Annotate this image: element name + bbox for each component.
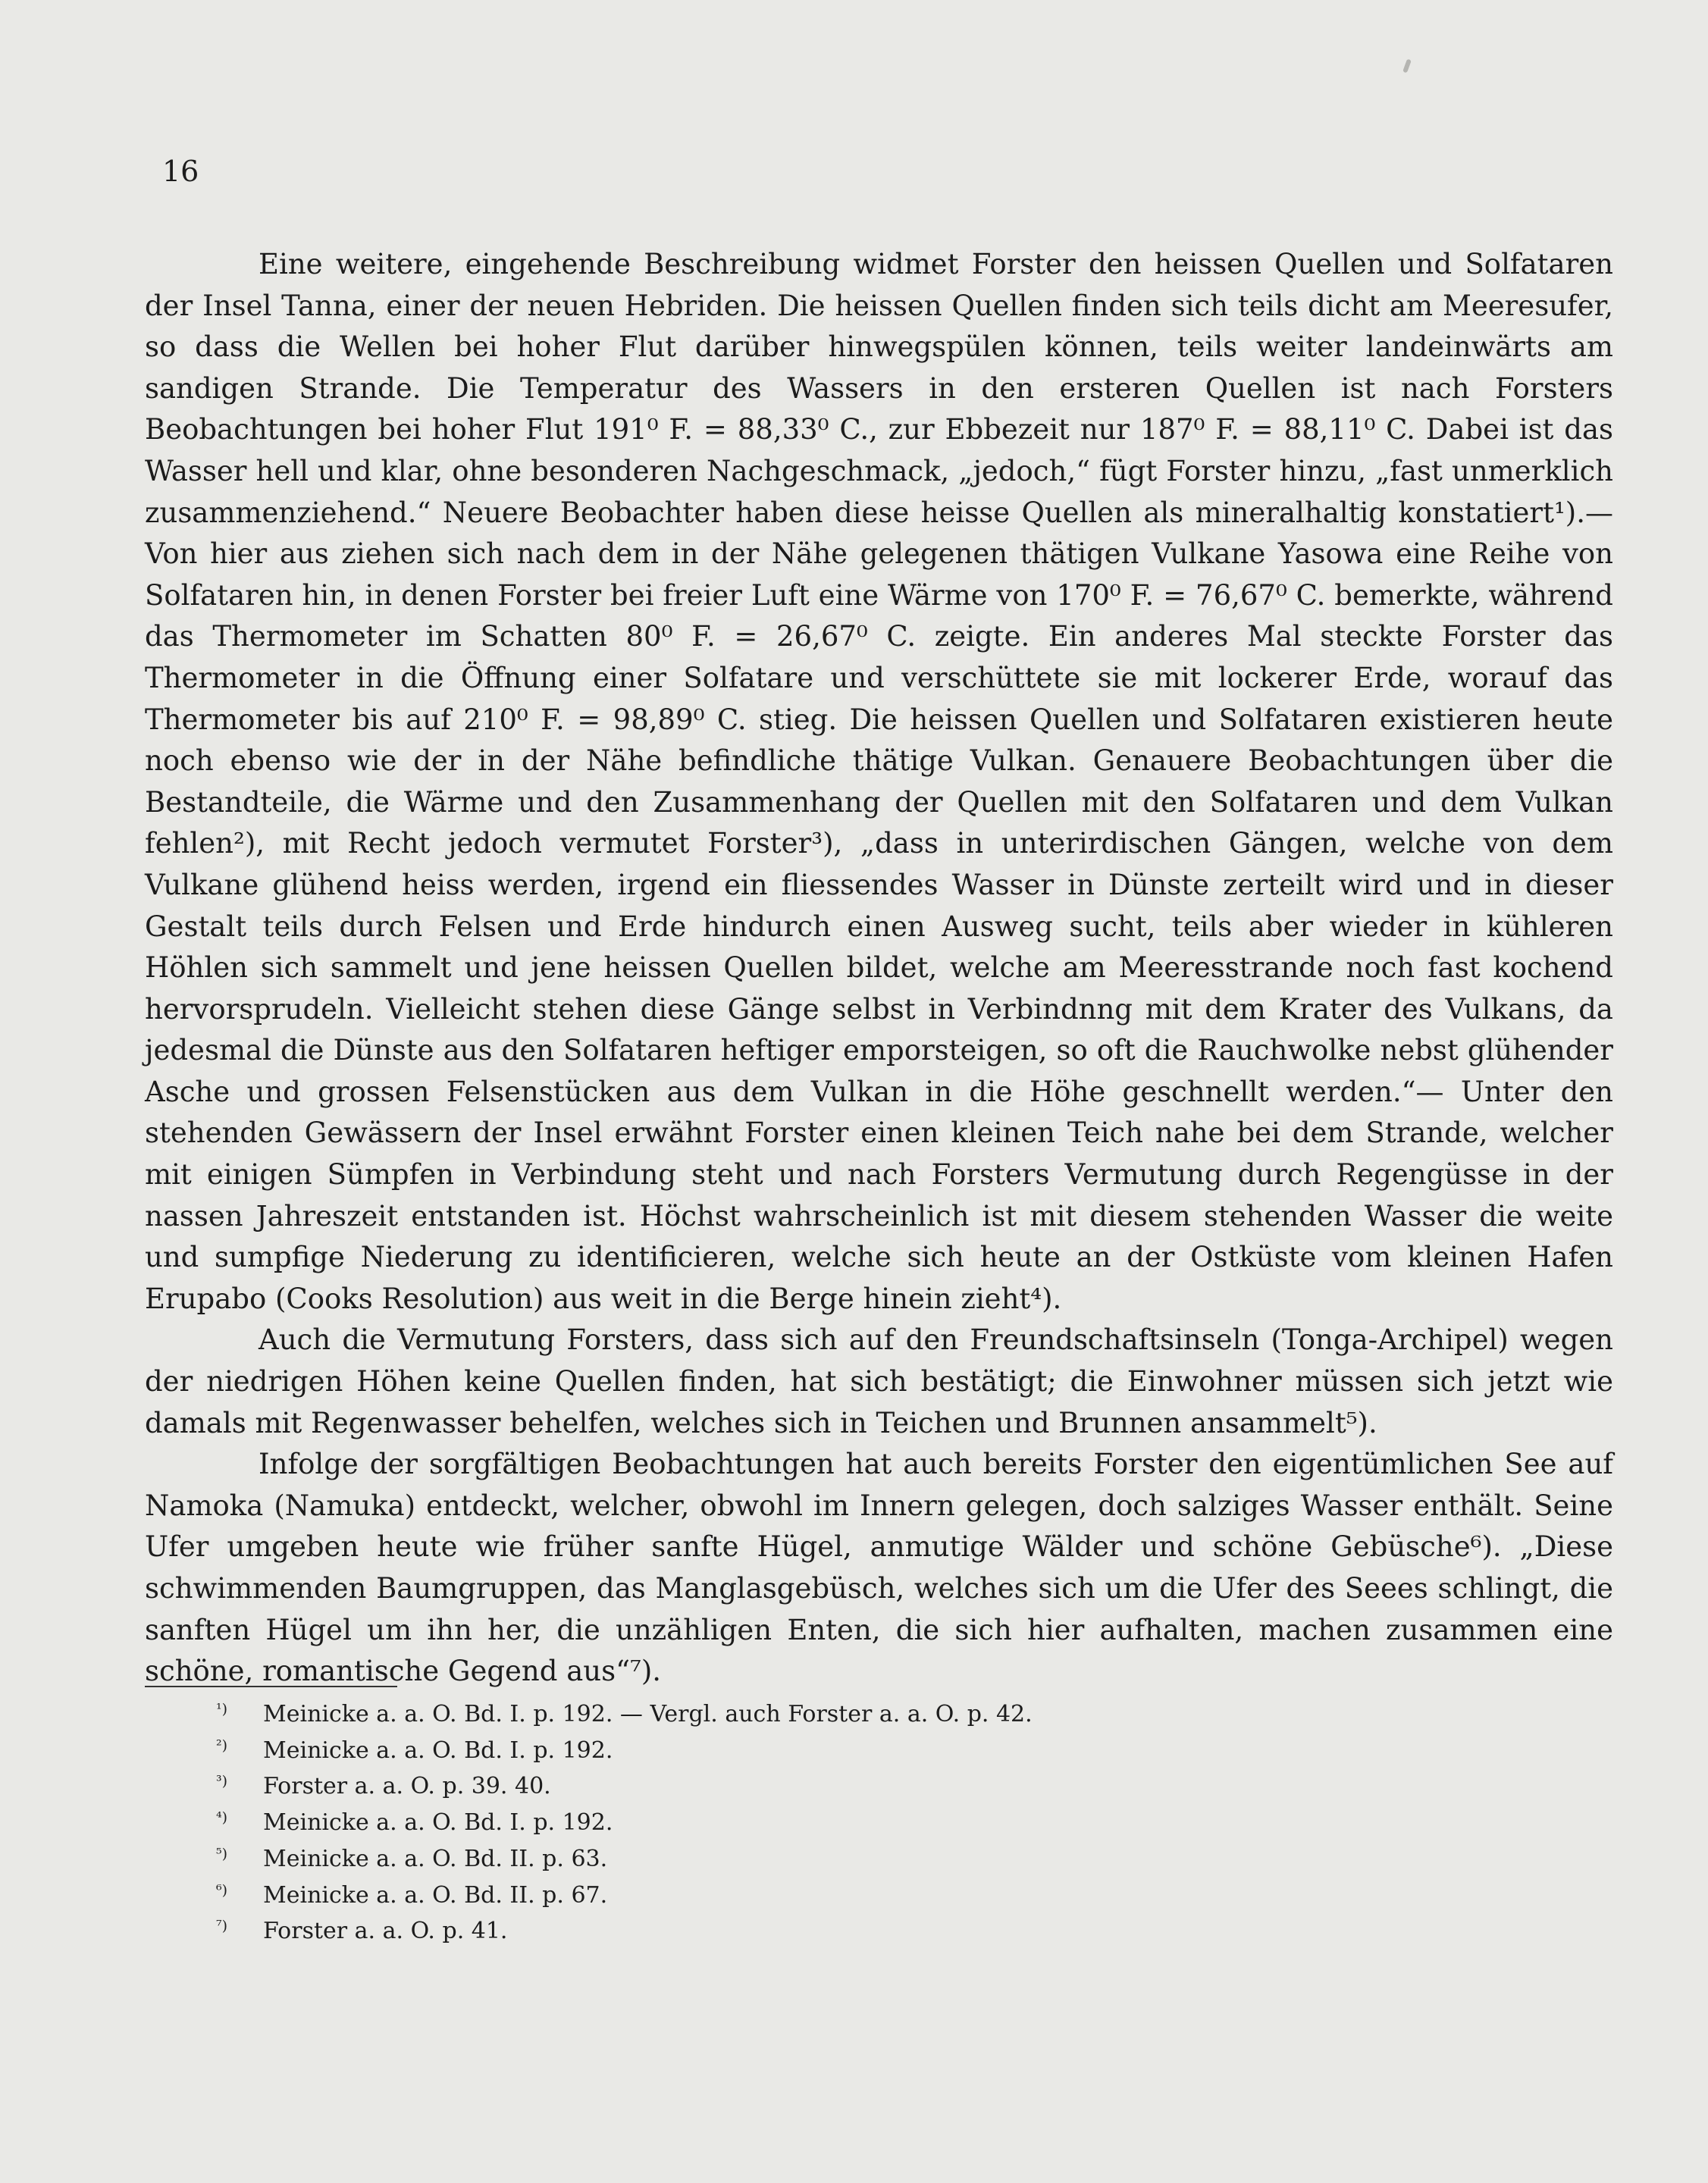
footnote-2	[216, 1734, 1353, 1771]
body-text	[145, 244, 1613, 1693]
footnote-number: ⁶)	[216, 1881, 228, 1899]
paragraph-2: Auch die Vermutung Forsters, dass sich auf den Freundschaftsinseln (Tonga-Archipel) wegen der niedrigen Höhen keine Quellen finden, hat sich bestätigt; die Einwohner müssen sich jetzt wie damals mit Regenwasser behelfen, welches sich in Teichen und Brunnen ansammelt⁵).	[145, 1323, 1613, 1439]
footnote-text: Forster a. a. O. p. 41.	[263, 1918, 508, 1945]
page-number: 16	[162, 155, 199, 188]
footnote-4	[216, 1806, 1353, 1843]
footnote-text: Meinicke a. a. O. Bd. I. p. 192. — Vergl. auch Forster a. a. O. p. 42.	[263, 1701, 1033, 1727]
footnote-text: Meinicke a. a. O. Bd. II. p. 67.	[263, 1881, 608, 1909]
footnote-number: ²)	[216, 1737, 228, 1754]
footnote-number: ¹)	[216, 1701, 228, 1718]
footnote-3	[216, 1770, 1353, 1806]
footnote-number: ⁷)	[216, 1918, 228, 1935]
footnote-number: ⁵)	[216, 1845, 228, 1862]
footnote-text: Meinicke a. a. O. Bd. I. p. 192.	[263, 1809, 613, 1837]
footnote-text: Forster a. a. O. p. 39. 40.	[263, 1773, 551, 1800]
paragraph-1: Eine weitere, eingehende Beschreibung widmet Forster den heissen Quellen und Solfataren der Insel Tanna, einer der neuen Hebriden. Die heissen Quellen finden sich teils dicht am Meeresufer, so dass die Wellen bei hoher Flut darüber hinwegspülen können, teils weiter landeinwärts am sandigen Strande. Die Temperatur des Wassers in den ersteren Quellen ist nach Forsters Beobachtungen bei hoher Flut 191⁰ F. = 88,33⁰ C., zur Ebbezeit nur 187⁰ F. = 88,11⁰ C. Dabei ist das Wasser hell und klar, ohne besonderen Nachgeschmack, „jedoch,“ fügt Forster hinzu, „fast unmerklich zusammenziehend.“ Neuere Beobachter haben diese heisse Quellen als mineralhaltig konstatiert¹).—Von hier aus ziehen sich nach dem in der Nähe gelegenen thätigen Vulkane Yasowa eine Reihe von Solfataren hin, in denen Forster bei freier Luft eine Wärme von 170⁰ F. = 76,67⁰ C. bemerkte, während das Thermometer im Schatten 80⁰ F. = 26,67⁰ C. zeigte. Ein anderes Mal steckte Forster das Thermometer in die Öffnung einer Solfatare und verschüttete sie mit lockerer Erde, worauf das Thermometer bis auf 210⁰ F. = 98,89⁰ C. stieg. Die heissen Quellen und Solfataren existieren heute noch ebenso wie der in der Nähe befindliche thätige Vulkan. Genauere Beobachtungen über die Bestandteile, die Wärme und den Zusammenhang der Quellen mit den Solfataren und dem Vulkan fehlen²), mit Recht jedoch vermutet Forster³), „dass in unterirdischen Gängen, welche von dem Vulkane glühend heiss werden, irgend ein fliessendes Wasser in Dünste zerteilt wird und in dieser Gestalt teils durch Felsen und Erde hindurch einen Ausweg sucht, teils aber wieder in kühleren Höhlen sich sammelt und jene heissen Quellen bildet, welche am Meeresstrande noch fast kochend hervorsprudeln. Vielleicht stehen diese Gänge selbst in Verbindnng mit dem Krater des Vulkans, da jedesmal die Dünste aus den Solfataren heftiger emporsteigen, so oft die Rauchwolke nebst glühender Asche und grossen Felsenstücken aus dem Vulkan in die Höhe geschnellt werden.“— Unter den stehenden Gewässern der Insel erwähnt Forster einen kleinen Teich nahe bei dem Strande, welcher mit einigen Sümpfen in Verbindung steht und nach Forsters Vermutung durch Regengüsse in der nassen Jahreszeit entstanden ist. Höchst wahrscheinlich ist mit diesem stehenden Wasser die weite und sumpfige Niederung zu identificieren, welche sich heute an der Ostküste vom kleinen Hafen Erupabo (Cooks Resolution) aus weit in die Berge hinein zieht⁴).	[145, 248, 1613, 1315]
paragraph-3: Infolge der sorgfältigen Beobachtungen hat auch bereits Forster den eigentümlichen See auf Namoka (Namuka) entdeckt, welcher, obwohl im Innern gelegen, doch salziges Wasser enthält. Seine Ufer umgeben heute wie früher sanfte Hügel, anmutige Wälder und schöne Gebüsche⁶). „Diese schwimmenden Baumgruppen, das Manglasgebüsch, welches sich um die Ufer des Seees schlingt, die sanften Hügel um ihn her, die unzähligen Enten, die sich hier aufhalten, machen zusammen eine schöne, romantische Gegend aus“⁷).	[145, 1448, 1613, 1688]
footnote-5	[216, 1843, 1353, 1879]
footnote-text: Meinicke a. a. O. Bd. I. p. 192.	[263, 1737, 613, 1764]
footnote-text: Meinicke a. a. O. Bd. II. p. 63.	[263, 1845, 608, 1872]
footnote-rule	[145, 1686, 397, 1687]
footnotes	[216, 1698, 1353, 1951]
footnote-number: ⁴)	[216, 1809, 228, 1827]
stray-mark	[1402, 59, 1412, 74]
footnote-6	[216, 1879, 1353, 1915]
footnote-1	[216, 1698, 1353, 1734]
footnote-7	[216, 1915, 1353, 1951]
footnote-number: ³)	[216, 1773, 228, 1790]
